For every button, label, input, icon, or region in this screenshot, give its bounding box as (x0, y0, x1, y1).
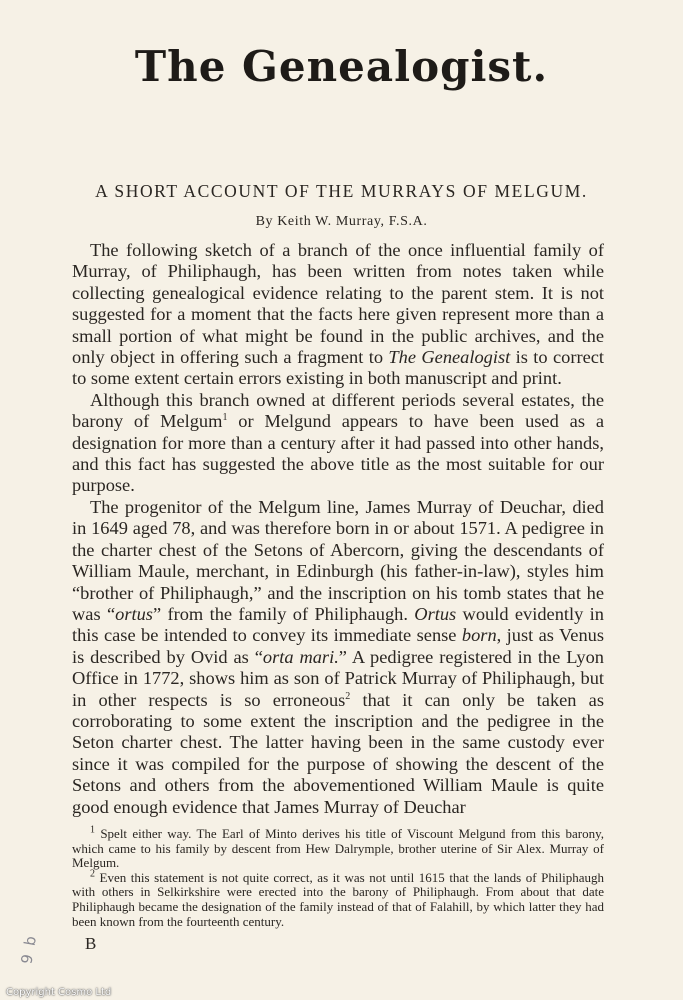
paragraph-3-text-e: ” A pedigree registered in the Lyon Office in 1772, shows him as son of Patrick Murray of Philiphaugh, but in other respects is so erroneous (72, 646, 604, 710)
paragraph-1-text-c: is to correct to some extent certain errors existing in both manuscript and print. (72, 347, 605, 389)
copyright-watermark: Copyright Cosmo Ltd (6, 987, 112, 998)
article-body (72, 240, 604, 818)
footnote-2-number: 2 (90, 868, 95, 880)
footnotes (72, 824, 604, 929)
pencil-annotation: 9 b (17, 932, 41, 966)
footnote-ref-2: 2 (345, 690, 351, 702)
article-byline: By Keith W. Murray, F.S.A. (255, 214, 428, 229)
footnote-ref-1: 1 (222, 412, 228, 424)
latin-orta-mari-italic: orta mari. (262, 646, 339, 667)
footnote-1-number: 1 (90, 824, 95, 836)
paragraph-1-text-a: The following sketch of a branch of the once influential family of Murray, of Philiphaugh, has been written from notes taken while collecting genealogical evidence relating to the parent stem. It is not suggested for a moment that the facts here given represent more than a small portion of what might be found in the public archives, and the only object in offering such a fragment to (72, 240, 604, 368)
paragraph-2 (72, 390, 604, 497)
paragraph-3-text-d: , just as Venus is described by Ovid as “ (72, 625, 604, 667)
footnote-1 (72, 824, 604, 871)
paragraph-3-text-f: that it can only be taken as corroborating to some extent the inscription and the pedigree in the Seton charter chest. The latter having been in the same custody ever since it was compiled for the purpose of showing the descent of the Setons and others from the abovementioned William Maule is quite good enough evidence that James Murray of Deuchar (72, 689, 604, 817)
paragraph-1 (72, 240, 604, 390)
paragraph-3 (72, 497, 604, 818)
latin-ortus-italic-2: Ortus (414, 603, 457, 624)
journal-masthead: The Genealogist. (134, 42, 549, 91)
paragraph-3-text-a: The progenitor of the Melgum line, James Murray of Deuchar, died in 1649 aged 78, and was therefore born in or about 1571. A pedigree in the charter chest of the Setons of Abercorn, giving the descendants of William Maule, merchant, in Edinburgh (his father-in-law), styles him “brother of Philiphaugh,” and the inscription on his tomb states that he was “ (72, 496, 604, 624)
born-italic: born (461, 625, 497, 646)
paragraph-2-text-a: Although this branch owned at different periods several estates, the barony of Melgum (72, 389, 604, 432)
paragraph-3-text-c: would evidently in this case be intended to convey its immediate sense (72, 603, 604, 646)
footnote-1-text: Spelt either way. The Earl of Minto derives his title of Viscount Melgund from this barony, which came to his family by descent from Hew Dalrymple, brother uterine of Sir Alex. Murray of Melgum. (72, 826, 604, 871)
journal-name-italic: The Genealogist (388, 347, 511, 368)
footnote-2-text: Even this statement is not quite correct, as it was not until 1615 that the lands of Philiphaugh with others in Selkirkshire were erected into the barony of Philiphaugh. From about that date Philiphaugh became the designation of the family instead of that of Falahill, by which latter they had been known from the fourteenth century. (72, 869, 604, 929)
paragraph-2-text-b: or Melgund appears to have been used as a designation for more than a century after it had passed into other hands, and this fact has suggested the above title as the most suitable for our purpose. (72, 411, 604, 496)
paragraph-3-text-b: ” from the family of Philiphaugh. (152, 603, 415, 624)
printer-signature-mark: B (85, 934, 97, 953)
article-title: A SHORT ACCOUNT OF THE MURRAYS OF MELGUM. (95, 181, 588, 201)
footnote-2 (72, 868, 604, 929)
latin-ortus-italic: ortus (115, 603, 153, 624)
